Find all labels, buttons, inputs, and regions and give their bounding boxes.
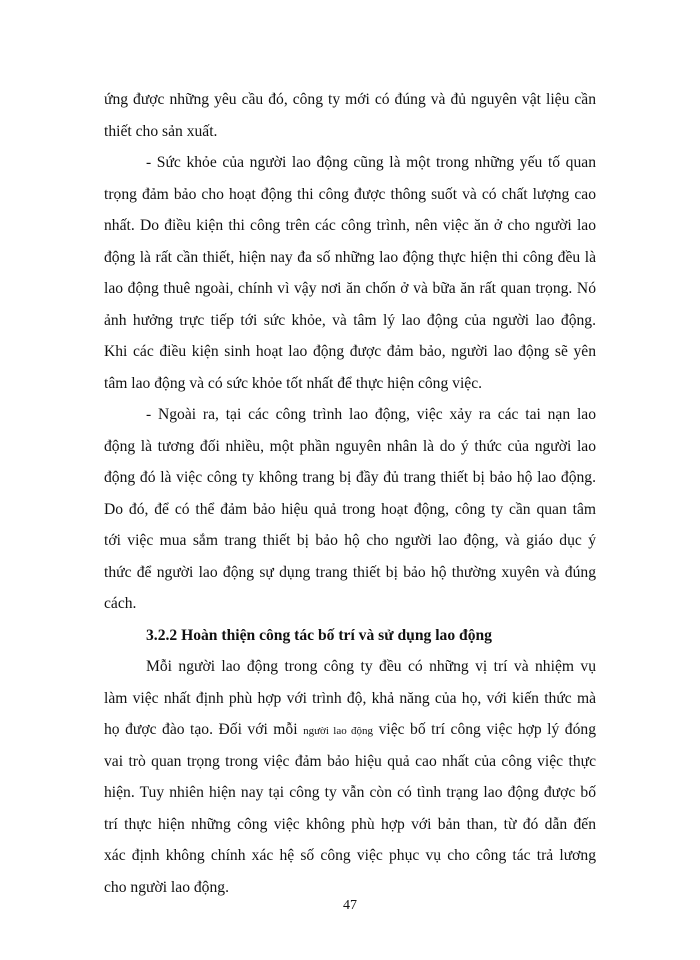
text-line: thiết cho sản xuất. <box>104 122 218 140</box>
text-line: xác định không chính xác hệ số công việc phục vụ cho công tác trả lương <box>104 847 596 864</box>
text-line: động đó là việc công ty không trang bị đầy đủ trang thiết bị bảo hộ lao động. <box>104 469 596 486</box>
paragraph-1 <box>104 84 596 147</box>
text-line: ảnh hưởng trực tiếp tới sức khỏe, và tâm lý lao động của người lao động. <box>104 311 596 329</box>
text-line: Mỗi người lao động trong công ty đều có những vị trí và nhiệm vụ <box>146 658 596 675</box>
text-line: làm việc nhất định phù hợp với trình độ, khả năng của họ, với kiến thức mà <box>104 689 596 707</box>
paragraph-4 <box>104 651 596 903</box>
text-line: động là tương đối nhiều, một phần nguyên nhân là do ý thức của người lao <box>104 437 596 455</box>
text-line: vai trò quan trọng trong việc đảm bảo hiệu quả cao nhất của công việc thực <box>104 752 596 770</box>
text-line: cách. <box>104 595 137 612</box>
small-text-segment: người lao động <box>303 725 374 737</box>
text-line: Do đó, để có thể đảm bảo hiệu quả trong hoạt động, công ty cần quan tâm <box>104 500 596 518</box>
text-line: - Sức khỏe của người lao động cũng là một trong những yếu tố quan <box>146 154 596 171</box>
page-content <box>104 84 596 903</box>
text-segment: họ được đào tạo. Đối với mỗi <box>104 721 298 738</box>
text-line: trọng đảm bảo cho hoạt động thi công được thông suốt và có chất lượng cao <box>104 185 596 203</box>
text-line <box>104 714 596 746</box>
paragraph-2 <box>104 147 596 399</box>
text-line: hiện. Tuy nhiên hiện nay tại công ty vẫn còn có tình trạng lao động được bố <box>104 784 596 801</box>
text-line: ứng được những yêu cầu đó, công ty mới có đúng và đủ nguyên vật liệu cần <box>104 91 596 108</box>
text-line: nhất. Do điều kiện thi công trên các công trình, nên việc ăn ở cho người lao <box>104 217 596 234</box>
text-segment: việc bố trí công việc hợp lý đóng <box>373 721 596 738</box>
page-number: 47 <box>343 898 357 913</box>
text-line: thức để người lao động sự dụng trang thiết bị bảo hộ thường xuyên và đúng <box>104 563 596 581</box>
text-line: - Ngoài ra, tại các công trình lao động, việc xảy ra các tai nạn lao <box>146 406 596 423</box>
text-line: lao động thuê ngoài, chính vì vậy nơi ăn chốn ở và bữa ăn rất quan trọng. Nó <box>104 280 596 297</box>
section-heading: 3.2.2 Hoàn thiện công tác bố trí và sử dụng lao động <box>146 626 492 644</box>
paragraph-3 <box>104 399 596 620</box>
text-line: Khi các điều kiện sinh hoạt lao động được đảm bảo, người lao động sẽ yên <box>104 343 596 360</box>
text-line: động là rất cần thiết, hiện nay đa số những lao động thực hiện thi công đều là <box>104 248 596 266</box>
text-line: tới việc mua sắm trang thiết bị bảo hộ cho người lao động, và giáo dục ý <box>104 532 596 549</box>
text-line: tâm lao động và có sức khỏe tốt nhất để thực hiện công việc. <box>104 374 483 392</box>
text-line: trí thực hiện những công việc không phù hợp với bản than, từ đó dẫn đến <box>104 815 596 833</box>
text-line: cho người lao động. <box>104 878 229 896</box>
